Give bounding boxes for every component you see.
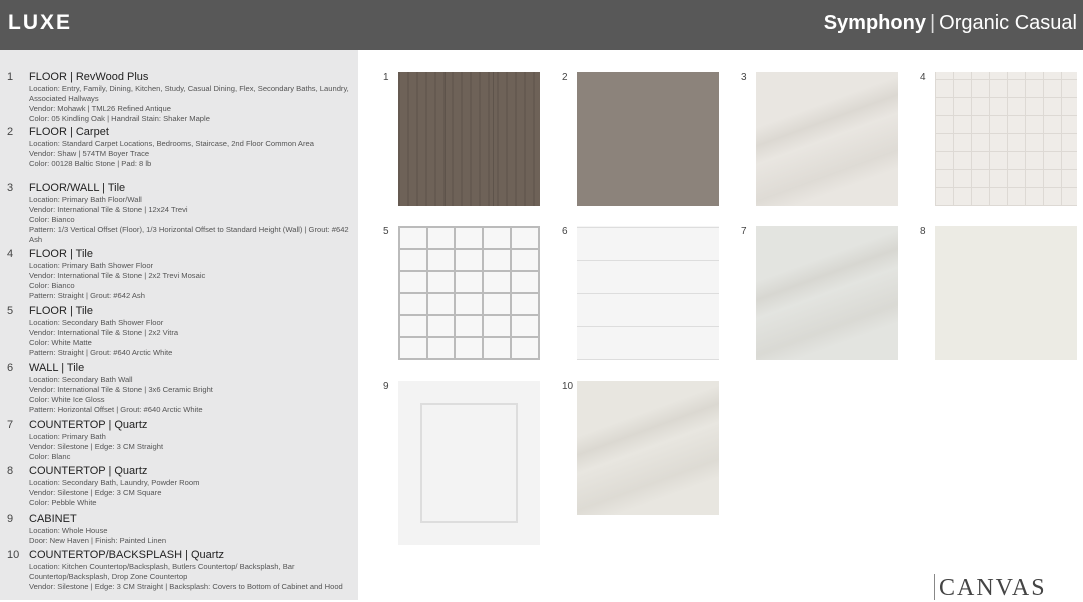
swatch-2 — [577, 72, 719, 206]
item-title: FLOOR | Tile — [29, 248, 93, 260]
brand-logo: LUXE — [8, 11, 73, 34]
swatch-3 — [756, 72, 898, 206]
detail-line: Vendor: International Tile & Stone | 12x24 Trevi — [29, 205, 188, 214]
item-number: 5 — [7, 305, 14, 317]
item-title: FLOOR/WALL | Tile — [29, 182, 126, 194]
swatch-number: 5 — [383, 226, 389, 237]
item-details — [29, 478, 349, 508]
item-number: 7 — [7, 419, 14, 431]
item-number: 10 — [7, 549, 20, 561]
item-title: WALL | Tile — [29, 362, 85, 374]
swatch-10 — [577, 381, 719, 515]
spec-list — [0, 50, 358, 600]
detail-line: Vendor: Shaw | 574TM Boyer Trace — [29, 149, 150, 158]
detail-line: Location: Entry, Family, Dining, Kitchen, Study, Casual Dining, Flex, Secondary Baths, Laundry, Associated Hallways — [29, 84, 349, 103]
item-details — [29, 562, 349, 592]
detail-line: Location: Kitchen Countertop/Backsplash, Butlers Countertop/ Backsplash, Bar Countertop/Backsplash, Drop Zone Countertop — [29, 562, 295, 581]
swatch-number: 10 — [562, 381, 574, 392]
swatch-5 — [398, 226, 540, 360]
detail-line: Vendor: International Tile & Stone | 2x2 Vitra — [29, 328, 179, 337]
item-title: FLOOR | RevWood Plus — [29, 71, 149, 83]
item-title: COUNTERTOP/BACKSPLASH | Quartz — [29, 549, 225, 561]
detail-line: Color: Pebble White — [29, 498, 97, 507]
swatch-9 — [398, 381, 540, 545]
detail-line: Vendor: Mohawk | TML26 Refined Antique — [29, 104, 171, 113]
swatch-number: 2 — [562, 72, 568, 83]
item-number: 2 — [7, 126, 14, 138]
item-title: COUNTERTOP | Quartz — [29, 419, 148, 431]
detail-line: Location: Primary Bath — [29, 432, 106, 441]
item-title: FLOOR | Tile — [29, 305, 93, 317]
detail-line: Pattern: 1/3 Vertical Offset (Floor), 1/3 Horizontal Offset to Standard Height (Wall) | Grout: #642 Ash — [29, 225, 349, 244]
item-details — [29, 261, 349, 301]
swatch-7 — [756, 226, 898, 360]
detail-line: Pattern: Straight | Grout: #642 Ash — [29, 291, 145, 300]
item-details — [29, 432, 349, 462]
swatch-8 — [935, 226, 1077, 360]
swatch-number: 7 — [741, 226, 747, 237]
swatch-number: 4 — [920, 72, 926, 83]
separator: | — [929, 12, 936, 34]
item-number: 8 — [7, 465, 14, 477]
detail-line: Location: Primary Bath Floor/Wall — [29, 195, 142, 204]
detail-line: Vendor: International Tile & Stone | 2x2 Trevi Mosaic — [29, 271, 206, 280]
detail-line: Door: New Haven | Finish: Painted Linen — [29, 536, 167, 545]
detail-line: Color: White Ice Gloss — [29, 395, 105, 404]
detail-line: Location: Secondary Bath Shower Floor — [29, 318, 164, 327]
item-details — [29, 318, 349, 358]
canvas-logo: CANVAS — [934, 574, 1080, 600]
swatch-4 — [935, 72, 1077, 206]
swatch-number: 3 — [741, 72, 747, 83]
item-details — [29, 139, 349, 169]
detail-line: Pattern: Straight | Grout: #640 Arctic White — [29, 348, 173, 357]
detail-line: Vendor: Silestone | Edge: 3 CM Straight — [29, 442, 164, 451]
detail-line: Location: Secondary Bath Wall — [29, 375, 133, 384]
item-title: COUNTERTOP | Quartz — [29, 465, 148, 477]
collection-name: Symphony — [823, 12, 926, 34]
detail-line: Location: Primary Bath Shower Floor — [29, 261, 154, 270]
collection-style: Organic Casual — [939, 12, 1077, 34]
item-details — [29, 195, 349, 245]
detail-line: Color: Bianco — [29, 281, 75, 290]
item-number: 1 — [7, 71, 14, 83]
detail-line: Location: Secondary Bath, Laundry, Powder Room — [29, 478, 200, 487]
swatch-1 — [398, 72, 540, 206]
swatch-number: 6 — [562, 226, 568, 237]
detail-line: Location: Standard Carpet Locations, Bedrooms, Staircase, 2nd Floor Common Area — [29, 139, 314, 148]
detail-line: Pattern: Horizontal Offset | Grout: #640 Arctic White — [29, 405, 203, 414]
item-title: CABINET — [29, 513, 77, 525]
swatch-number: 1 — [383, 72, 389, 83]
detail-line: Vendor: Silestone | Edge: 3 CM Square — [29, 488, 162, 497]
item-title: FLOOR | Carpet — [29, 126, 109, 138]
header — [0, 0, 1083, 50]
detail-line: Color: 05 Kindling Oak | Handrail Stain: Shaker Maple — [29, 114, 210, 123]
swatch-number: 8 — [920, 226, 926, 237]
detail-line: Color: 00128 Baltic Stone | Pad: 8 lb — [29, 159, 152, 168]
item-details — [29, 84, 349, 124]
swatch-number: 9 — [383, 381, 389, 392]
detail-line: Vendor: International Tile & Stone | 3x6 Ceramic Bright — [29, 385, 213, 394]
detail-line: Location: Whole House — [29, 526, 108, 535]
item-details — [29, 526, 349, 546]
item-number: 3 — [7, 182, 14, 194]
item-number: 4 — [7, 248, 14, 260]
detail-line: Color: Blanc — [29, 452, 71, 461]
detail-line: Vendor: Silestone | Edge: 3 CM Straight | Backsplash: Covers to Bottom of Cabinet and Hood — [29, 582, 343, 591]
item-number: 6 — [7, 362, 14, 374]
item-number: 9 — [7, 513, 14, 525]
item-details — [29, 375, 349, 415]
swatch-6 — [577, 226, 719, 360]
detail-line: Color: Bianco — [29, 215, 75, 224]
detail-line: Color: White Matte — [29, 338, 92, 347]
collection-title — [824, 12, 1077, 35]
